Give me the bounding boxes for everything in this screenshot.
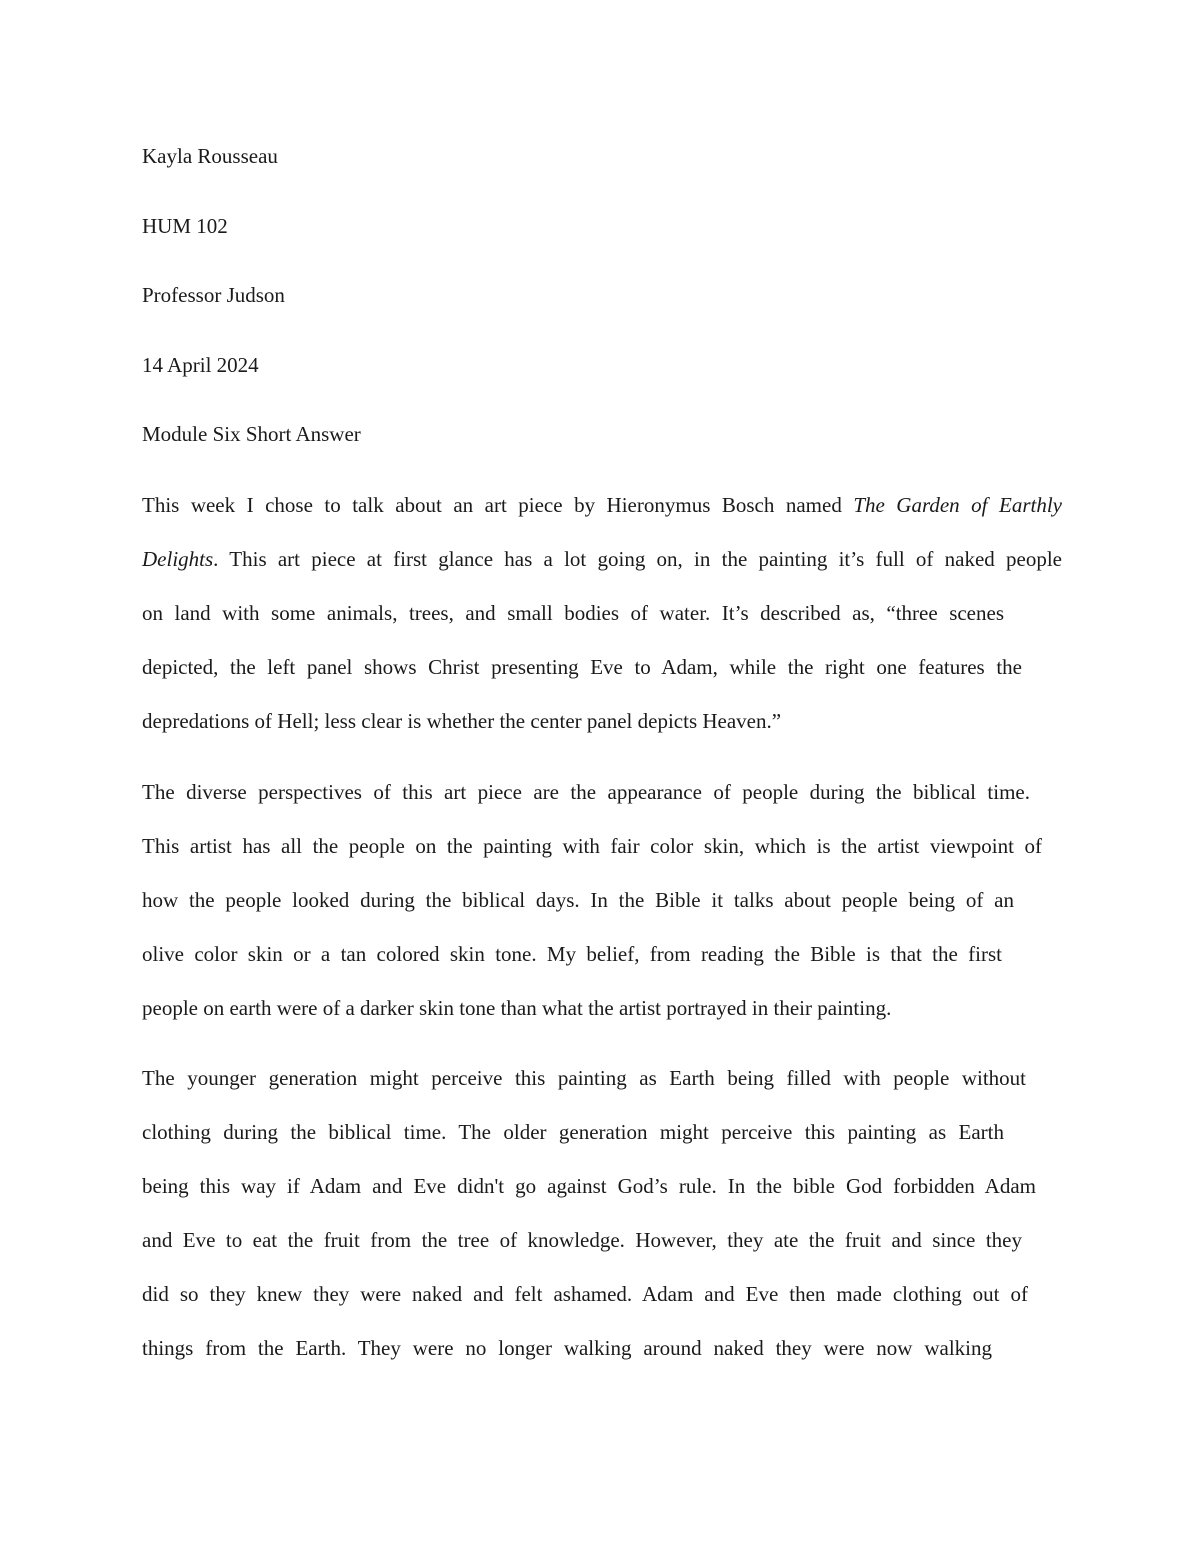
paragraph-1-line-5: depredations of Hell; less clear is whether the center panel depicts Heaven.”	[142, 709, 782, 733]
submission-date: 14 April 2024	[142, 353, 259, 377]
paragraph-3-line-1: The younger generation might perceive this painting as Earth being filled with people without	[142, 1066, 1026, 1090]
paragraph-1-line-4: depicted, the left panel shows Christ presenting Eve to Adam, while the right one features the	[142, 655, 1022, 679]
student-name: Kayla Rousseau	[142, 144, 278, 168]
professor-name: Professor Judson	[142, 283, 285, 307]
assignment-title: Module Six Short Answer	[142, 422, 361, 446]
paragraph-3-line-6: things from the Earth. They were no longer walking around naked they were now walking	[142, 1336, 992, 1360]
paragraph-2-line-1: The diverse perspectives of this art piece are the appearance of people during the biblical time.	[142, 780, 1030, 804]
course-name: HUM 102	[142, 214, 228, 238]
paragraph-2-line-2: This artist has all the people on the painting with fair color skin, which is the artist viewpoint of	[142, 834, 1042, 858]
paragraph-3-line-4: and Eve to eat the fruit from the tree of knowledge. However, they ate the fruit and since they	[142, 1228, 1022, 1252]
paragraph-2-line-3: how the people looked during the biblical days. In the Bible it talks about people being of an	[142, 888, 1014, 912]
paragraph-2-line-4: olive color skin or a tan colored skin tone. My belief, from reading the Bible is that the first	[142, 942, 1002, 966]
artwork-title-italic: The Garden of Earthly	[853, 493, 1062, 517]
paragraph-1-line-3: on land with some animals, trees, and small bodies of water. It’s described as, “three scenes	[142, 601, 1004, 625]
paragraph-3-line-3: being this way if Adam and Eve didn't go against God’s rule. In the bible God forbidden Adam	[142, 1174, 1036, 1198]
paragraph-3-line-5: did so they knew they were naked and felt ashamed. Adam and Eve then made clothing out of	[142, 1282, 1028, 1306]
paragraph-2-line-5: people on earth were of a darker skin tone than what the artist portrayed in their painting.	[142, 996, 892, 1020]
artwork-title-italic: Delights	[142, 547, 214, 571]
paragraph-1-line-2: Delights. This art piece at first glance has a lot going on, in the painting it’s full of naked people	[142, 547, 1062, 571]
paragraph-3-line-2: clothing during the biblical time. The older generation might perceive this painting as Earth	[142, 1120, 1004, 1144]
paragraph-1-line-1: This week I chose to talk about an art piece by Hieronymus Bosch named The Garden of Earthly	[142, 493, 1062, 517]
